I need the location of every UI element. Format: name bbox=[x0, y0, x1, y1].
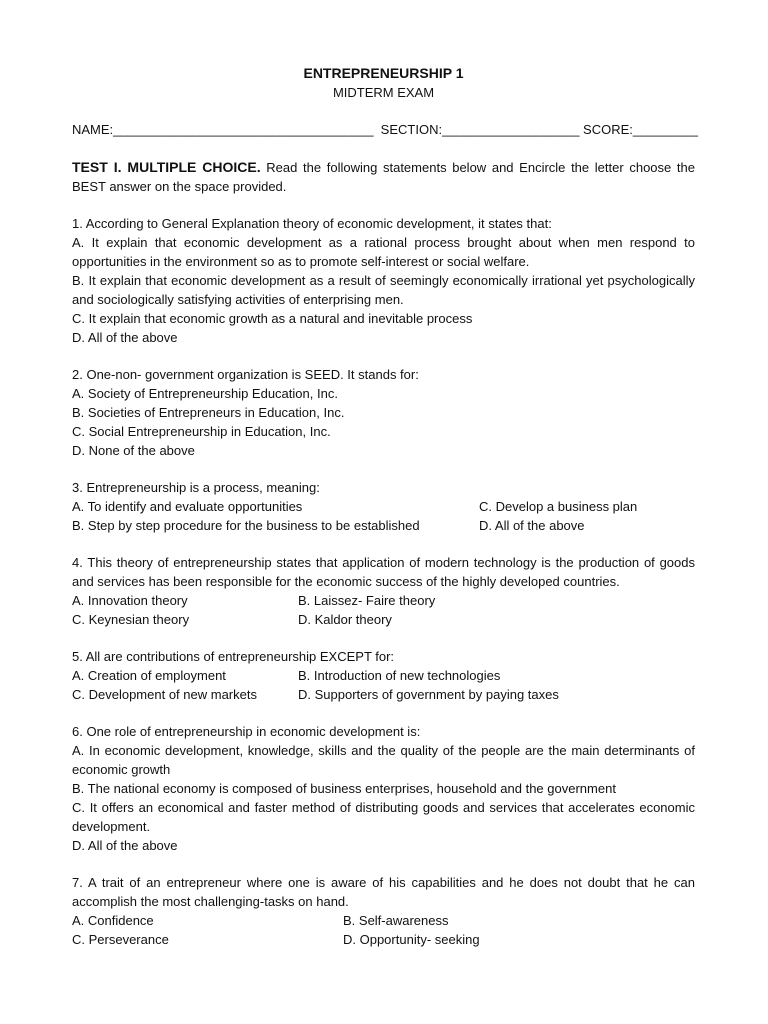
option-a: A. Innovation theory bbox=[72, 593, 188, 608]
option-d: D. All of the above bbox=[72, 838, 178, 853]
question-5 bbox=[72, 647, 695, 704]
option-d: D. Opportunity- seeking bbox=[343, 932, 480, 947]
option-b: B. Introduction of new technologies bbox=[298, 668, 501, 683]
option-d: D. All of the above bbox=[479, 518, 585, 533]
option-d: D. Kaldor theory bbox=[298, 612, 392, 627]
option-row bbox=[72, 666, 695, 685]
option-d: D. All of the above bbox=[72, 330, 178, 345]
option-row bbox=[72, 610, 695, 629]
question-4 bbox=[72, 553, 695, 629]
question-text: 3. Entrepreneurship is a process, meaning: bbox=[72, 480, 320, 495]
question-text: 7. A trait of an entrepreneur where one is aware of his capabilities and he does not doubt that he can accomplish the most challenging-tasks on hand. bbox=[72, 875, 695, 909]
option-a: A. Confidence bbox=[72, 913, 154, 928]
option-c: C. It offers an economical and faster method of distributing goods and services that accelerates economic development. bbox=[72, 800, 695, 834]
question-text: 6. One role of entrepreneurship in economic development is: bbox=[72, 724, 421, 739]
option-row bbox=[72, 685, 695, 704]
option-c: C. It explain that economic growth as a natural and inevitable process bbox=[72, 311, 473, 326]
option-a: A. In economic development, knowledge, skills and the quality of the people are the main determinants of economic growth bbox=[72, 743, 695, 777]
student-info-line: NAME:____________________________________ SECTION:___________________ SCORE:_________ bbox=[72, 122, 698, 137]
option-d: D. Supporters of government by paying taxes bbox=[298, 687, 559, 702]
option-c: C. Keynesian theory bbox=[72, 612, 190, 627]
question-text: 4. This theory of entrepreneurship states that application of modern technology is the production of goods and services has been responsible for the economic success of the highly developed countries. bbox=[72, 555, 695, 589]
option-c: C. Perseverance bbox=[72, 932, 169, 947]
question-text: 2. One-non- government organization is SEED. It stands for: bbox=[72, 367, 419, 382]
option-d: D. None of the above bbox=[72, 443, 195, 458]
option-a: A. Creation of employment bbox=[72, 668, 226, 683]
option-c: C. Develop a business plan bbox=[479, 499, 638, 514]
exam-title: ENTREPRENEURSHIP 1 bbox=[303, 65, 464, 81]
option-row bbox=[72, 516, 695, 535]
option-a: A. It explain that economic development as a rational process brought about when men respond to opportunities in the environment so as to promote self-interest or social welfare. bbox=[72, 235, 695, 269]
question-7 bbox=[72, 873, 695, 949]
question-3 bbox=[72, 478, 695, 535]
question-text: 5. All are contributions of entrepreneurship EXCEPT for: bbox=[72, 649, 395, 664]
option-b: B. It explain that economic development as a result of seemingly economically irrational yet psychologically and sociologically satisfying activities of enterprising men. bbox=[72, 273, 695, 307]
test-instruction-text: Read the following statements below and Encircle the letter choose the BEST answer on the space provided. bbox=[72, 160, 695, 194]
test-instructions bbox=[72, 158, 695, 196]
exam-page bbox=[72, 64, 698, 949]
option-b: B. Self-awareness bbox=[343, 913, 449, 928]
option-b: B. Societies of Entrepreneurs in Education, Inc. bbox=[72, 405, 345, 420]
option-row bbox=[72, 591, 695, 610]
option-b: B. The national economy is composed of business enterprises, household and the government bbox=[72, 781, 616, 796]
question-2 bbox=[72, 365, 695, 460]
question-text: 1. According to General Explanation theory of economic development, it states that: bbox=[72, 216, 552, 231]
option-row bbox=[72, 911, 695, 930]
question-6 bbox=[72, 722, 695, 855]
option-row bbox=[72, 497, 695, 516]
option-row bbox=[72, 930, 695, 949]
exam-subtitle: MIDTERM EXAM bbox=[332, 85, 435, 100]
test-label: TEST I. MULTIPLE CHOICE. bbox=[72, 159, 261, 175]
option-a: A. Society of Entrepreneurship Education, Inc. bbox=[72, 386, 338, 401]
question-1 bbox=[72, 214, 695, 347]
option-b: B. Laissez- Faire theory bbox=[298, 593, 436, 608]
option-c: C. Development of new markets bbox=[72, 687, 257, 702]
option-c: C. Social Entrepreneurship in Education, Inc. bbox=[72, 424, 331, 439]
option-a: A. To identify and evaluate opportunities bbox=[72, 499, 303, 514]
option-b: B. Step by step procedure for the business to be established bbox=[72, 518, 420, 533]
